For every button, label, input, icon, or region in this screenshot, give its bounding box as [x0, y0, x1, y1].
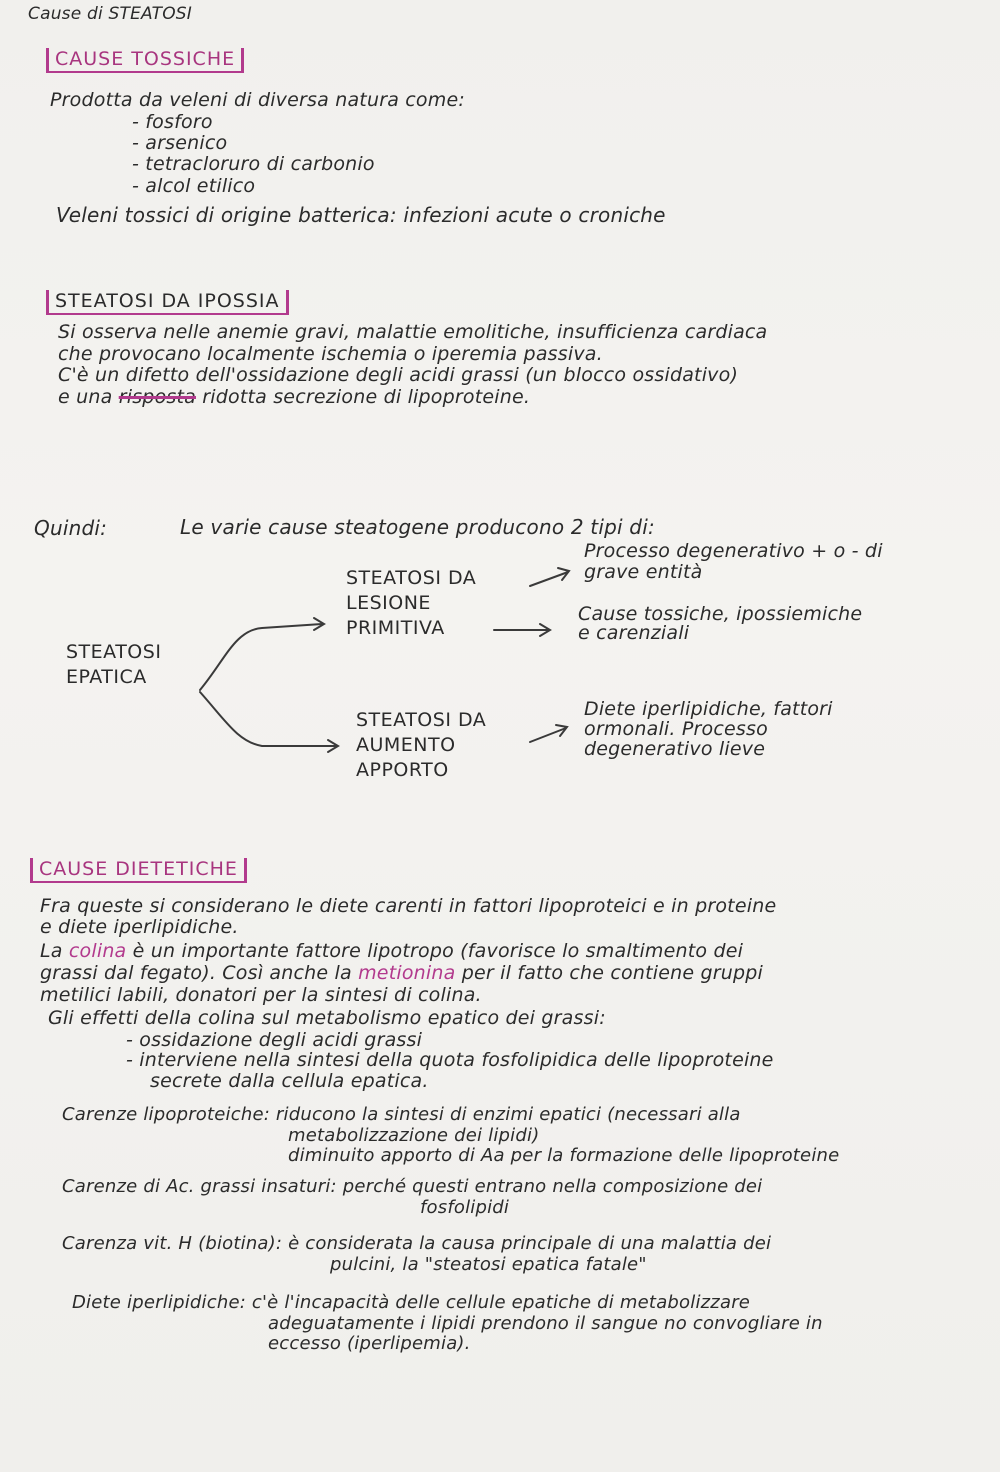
deficit-1 [62, 1104, 741, 1125]
diet-line-4-pre: grassi dal fegato). Così anche la [40, 962, 352, 984]
arrow-root-to-primitive [200, 624, 322, 690]
diet-line-5: metilici labili, donatori per la sintesi di colina. [40, 984, 482, 1006]
diet-line-9: secrete dalla cellula epatica. [150, 1070, 429, 1092]
diet-line-3 [40, 941, 743, 962]
arrow-root-to-increase [200, 692, 336, 746]
deficit-4-text: c'è l'incapacità delle cellule epatiche di metabolizzare [251, 1292, 751, 1313]
deficit-3-text: è considerata la causa principale di una malattia dei [288, 1233, 772, 1254]
diagram-intro-text: Le varie cause steatogene producono 2 tipi di: [180, 515, 655, 539]
deficit-4-cont-2: eccesso (iperlipemia). [268, 1333, 471, 1354]
deficit-1-text: riducono la sintesi di enzimi epatici (necessari alla [275, 1104, 741, 1125]
toxic-intro: Prodotta da veleni di diversa natura come: [50, 89, 465, 111]
diagram-root-node: STEATOSI EPATICA [66, 641, 162, 688]
deficit-2-cont-1: fosfolipidi [420, 1197, 510, 1218]
diagram-branch-primitive: STEATOSI DA LESIONE PRIMITIVA [346, 567, 477, 639]
diet-line-2: e diete iperlipidiche. [40, 916, 239, 938]
deficit-2 [62, 1176, 762, 1197]
diagram-branch-increase: STEATOSI DA AUMENTO APPORTO [356, 709, 487, 781]
keyword-colina: colina [68, 940, 127, 962]
hypoxia-line-3: C'è un difetto dell'ossidazione degli acidi grassi (un blocco ossidativo) [58, 364, 739, 386]
branch1-note-causes: Cause tossiche, ipossiemiche e carenziali [578, 603, 863, 644]
branch2-note-diets: Diete iperlipidiche, fattori ormonali. Processo degenerativo lieve [584, 698, 833, 760]
branch1-note-degenerative: Processo degenerativo + o - di grave entità [584, 540, 883, 583]
diet-line-7: - ossidazione degli acidi grassi [126, 1029, 423, 1051]
deficit-1-cont-2: diminuito apporto di Aa per la formazione delle lipoproteine [288, 1145, 840, 1166]
toxic-item-1: - fosforo [132, 111, 213, 133]
deficit-3 [62, 1233, 771, 1254]
hypoxia-line-2: che provocano localmente ischemia o iperemia passiva. [58, 343, 603, 365]
toxic-bacterial: Veleni tossici di origine batterica: infezioni acute o croniche [56, 203, 666, 227]
hypoxia-line-1: Si osserva nelle anemie gravi, malattie emolitiche, insufficienza cardiaca [58, 321, 768, 343]
section-heading-toxic: CAUSE TOSSICHE [46, 48, 244, 73]
toxic-item-3: - tetracloruro di carbonio [132, 153, 375, 175]
diet-line-8: - interviene nella sintesi della quota fosfolipidica delle lipoproteine [126, 1049, 774, 1071]
deficit-1-label: Carenze lipoproteiche: [62, 1104, 270, 1125]
deficit-2-text: perché questi entrano nella composizione dei [342, 1176, 763, 1197]
struck-word: risposta [118, 386, 196, 408]
deficit-2-label: Carenze di Ac. grassi insaturi: [62, 1176, 337, 1197]
deficit-4-label: Diete iperlipidiche: [72, 1292, 246, 1313]
deficit-3-cont-1: pulcini, la "steatosi epatica fatale" [330, 1254, 647, 1275]
hypoxia-line-4-end: ridotta secrezione di lipoproteine. [202, 386, 531, 408]
diet-line-4-post: per il fatto che contiene gruppi [461, 962, 764, 984]
section-heading-hypoxia: STEATOSI DA IPOSSIA [46, 290, 289, 315]
toxic-item-4: - alcol etilico [132, 175, 256, 197]
diet-line-3-pre: La [40, 940, 63, 962]
toxic-item-2: - arsenico [132, 132, 228, 154]
diet-line-6: Gli effetti della colina sul metabolismo epatico dei grassi: [48, 1007, 606, 1029]
diet-line-4 [40, 963, 763, 984]
page-title: Cause di STEATOSI [28, 4, 192, 24]
diet-line-3-post: è un importante fattore lipotropo (favorisce lo smaltimento dei [132, 940, 744, 962]
section-heading-dietetic: CAUSE DIETETICHE [30, 858, 247, 883]
deficit-3-label: Carenza vit. H (biotina): [62, 1233, 283, 1254]
diet-line-1: Fra queste si considerano le diete carenti in fattori lipoproteici e in proteine [40, 895, 777, 917]
keyword-metionina: metionina [358, 962, 456, 984]
deficit-4 [72, 1292, 750, 1313]
hypoxia-line-4-start: e una [58, 386, 113, 408]
diagram-intro-label: Quindi: [34, 516, 108, 540]
deficit-4-cont-1: adeguatamente i lipidi prendono il sangue no convogliare in [268, 1313, 823, 1334]
deficit-1-cont-1: metabolizzazione dei lipidi) [288, 1125, 540, 1146]
